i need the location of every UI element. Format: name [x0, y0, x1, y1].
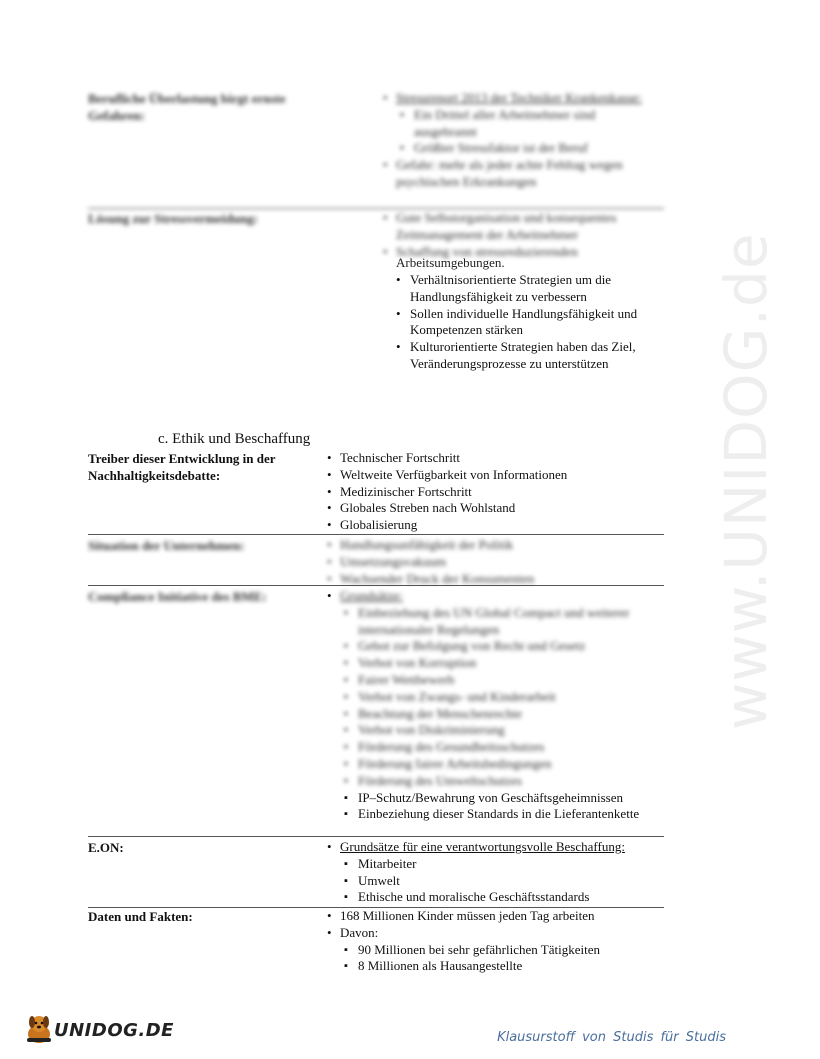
sub-item: ▪ 8 Millionen als Hausangestellte [358, 958, 670, 975]
list-item: • Sollen individuelle Handlungsfähigkeit und Kompetenzen stärken [410, 306, 710, 340]
list-item: • Technischer Fortschritt [340, 450, 670, 467]
sub-item: ▪ Ein Drittel aller Arbeitnehmer sind ausgebrannt [414, 107, 658, 141]
sub-item: ▪ Verbot von Zwangs- und Kinderarbeit [358, 689, 670, 706]
list-item-text: Stressreport 2013 der Techniker Krankenkasse: [396, 90, 642, 105]
row-label: Compliance Initiative des BME: [88, 589, 267, 604]
row-eon [88, 839, 664, 908]
sub-list [396, 107, 658, 157]
section-heading: c. Ethik und Beschaffung [158, 431, 311, 447]
sub-item: ▪ Ethische und moralische Geschäftsstandards [358, 889, 670, 906]
list-item: • Globalisierung [340, 517, 670, 534]
footer-tagline: Klausurstoff von Studis für Studis [497, 1030, 726, 1045]
list-item: • Umsetzungsvakuum [340, 554, 670, 571]
sub-item: ▪ Fairer Wettbewerb [358, 672, 670, 689]
sub-item: ▪ Einbeziehung dieser Standards in die Lieferantenkette [358, 806, 670, 823]
sub-item: ▪ Beachtung der Menschenrechte [358, 706, 670, 723]
sub-item: ▪ Verbot von Korruption [358, 655, 670, 672]
list-item: • Gefahr: mehr als jeder achte Fehltag wegen psychischen Erkrankungen [396, 157, 658, 191]
sub-item: ▪ Gebot zur Befolgung von Recht und Gesetz [358, 638, 670, 655]
list-item: • Handlungsunfähigkeit der Politik [340, 537, 670, 554]
row-ueberlastung [88, 90, 664, 209]
row-list [396, 90, 658, 191]
list-item: • Verhältnisorientierte Strategien um die Handlungsfähigkeit zu verbessern [410, 272, 710, 306]
row-label: Lösung zur Stressvermeidung: [88, 211, 258, 226]
row-stressvermeidung [88, 210, 664, 258]
dog-icon [22, 1012, 56, 1046]
row-list [396, 210, 658, 260]
sub-list [340, 856, 670, 906]
list-item-text: Grundsätze: [340, 588, 403, 603]
unidog-logo[interactable] [22, 1012, 174, 1046]
row-label: Berufliche Überlastung birgt ernste Gefahren: [88, 91, 286, 123]
list-item: • Wachsender Druck der Konsumenten [340, 571, 670, 588]
sub-item: ▪ Mitarbeiter [358, 856, 670, 873]
row-list [340, 537, 670, 587]
list-item [340, 925, 670, 975]
sub-item: ▪ Verbot von Diskriminierung [358, 722, 670, 739]
watermark-text: www.UNIDOG.de [712, 232, 780, 730]
row-list [340, 908, 670, 975]
list-item: • Weltweite Verfügbarkeit von Informationen [340, 467, 670, 484]
row-situation [88, 537, 664, 586]
list-item: • Schaffung von stressreduzierenden [396, 244, 658, 261]
list-item: • Gute Selbstorganisation und konsequentes Zeitmanagement der Arbeitnehmer [396, 210, 658, 244]
list-item [396, 90, 658, 157]
row-label: E.ON: [88, 840, 124, 855]
row-label: Situation der Unternehmen: [88, 538, 245, 553]
list-item-text: Grundsätze für eine verantwortungsvolle Beschaffung: [340, 839, 625, 854]
sub-item: ▪ 90 Millionen bei sehr gefährlichen Tätigkeiten [358, 942, 670, 959]
row-label: Daten und Fakten: [88, 909, 193, 924]
list-item [340, 588, 670, 823]
row-label: Treiber dieser Entwicklung in der Nachhaltigkeitsdebatte: [88, 451, 276, 483]
sub-item: ▪ Umwelt [358, 873, 670, 890]
row-daten [88, 908, 664, 980]
logo-text: UNIDOG.DE [54, 1020, 174, 1041]
list-item [340, 839, 670, 906]
sub-list [340, 942, 670, 976]
sub-item: ▪ Größter Stressfaktor ist der Beruf [414, 140, 658, 157]
list-item: • Kulturorientierte Strategien haben das Ziel, Veränderungsprozesse zu unterstützen [410, 339, 710, 373]
sub-item: ▪ Förderung des Gesundheitsschutzes [358, 739, 670, 756]
list-item-text: Davon: [340, 924, 379, 940]
list-item: • Globales Streben nach Wohlstand [340, 500, 670, 517]
stress-fragment: Arbeitsumgebungen. [396, 255, 505, 270]
list-item: • 168 Millionen Kinder müssen jeden Tag arbeiten [340, 908, 670, 925]
sub-item: ▪ Förderung fairer Arbeitsbedingungen [358, 756, 670, 773]
list-item: • Medizinischer Fortschritt [340, 484, 670, 501]
sub-item: ▪ Förderung des Umweltschutzes [358, 773, 670, 790]
row-compliance [88, 588, 664, 837]
stress-strategies-list [410, 272, 710, 373]
sub-item: ▪ Einbeziehung des UN Global Compact und weiterer internationaler Regelungen [358, 605, 670, 639]
row-list [340, 588, 670, 823]
row-list [340, 450, 670, 534]
row-treiber [88, 450, 664, 535]
sub-item: ▪ IP–Schutz/Bewahrung von Geschäftsgeheimnissen [358, 790, 670, 807]
sub-list [340, 605, 670, 823]
row-list [340, 839, 670, 906]
